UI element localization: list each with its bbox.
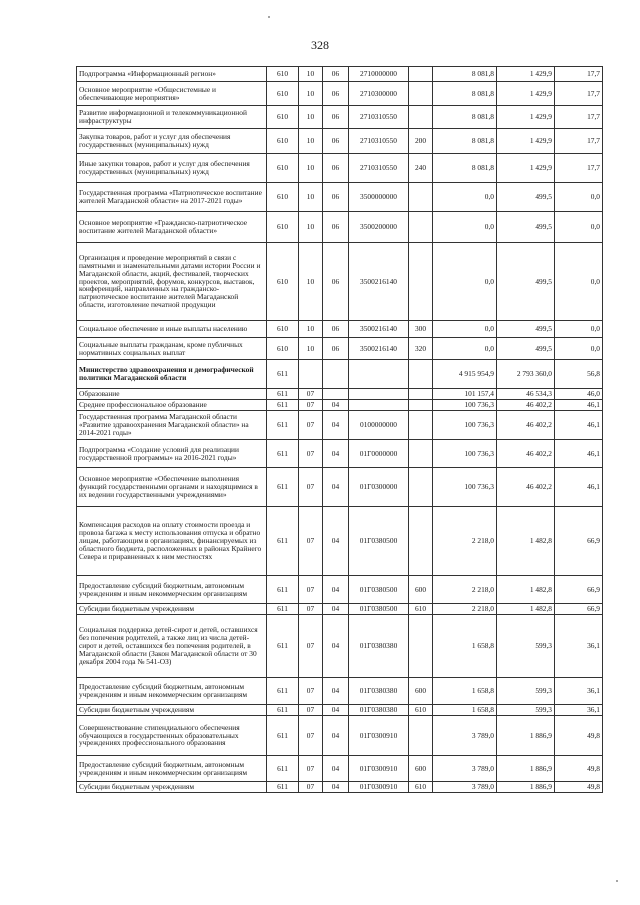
cell-subsection: 04 [323, 615, 349, 678]
cell-percent: 46,1 [555, 411, 603, 440]
table-row [77, 82, 603, 106]
cell-executed-amount: 2 793 360,0 [497, 360, 555, 389]
cell-percent: 66,9 [555, 604, 603, 615]
cell-planned-amount: 8 081,8 [433, 106, 497, 129]
cell-percent: 46,1 [555, 440, 603, 468]
cell-percent: 17,7 [555, 67, 603, 82]
cell-expense-type: 300 [409, 321, 433, 338]
cell-name: Организация и проведение мероприятий в связи с памятными и знаменательными датами истории России и Магаданской области, акций, фестивалей, творческих проектов, мероприятий, форумов, конкурсов, выставок, конференций, направленных на гражданско-патриотическое воспитание жителей Магаданской области, изготовление печатной продукции [77, 243, 267, 321]
cell-name: Среднее профессиональное образование [77, 400, 267, 411]
cell-subsection: 06 [323, 338, 349, 360]
cell-planned-amount: 8 081,8 [433, 67, 497, 82]
cell-target-article: 2710310550 [349, 129, 409, 154]
cell-expense-type [409, 615, 433, 678]
cell-subsection: 04 [323, 782, 349, 793]
cell-ministry-code: 610 [267, 338, 299, 360]
table-row [77, 615, 603, 678]
cell-name: Предоставление субсидий бюджетным, автономным учреждениям и иным некоммерческим организациям [77, 678, 267, 705]
cell-ministry-code: 610 [267, 106, 299, 129]
table-row [77, 576, 603, 604]
cell-percent: 49,8 [555, 716, 603, 756]
cell-name: Государственная программа «Патриотическое воспитание жителей Магаданской области» на 2017-2021 годы» [77, 183, 267, 212]
cell-ministry-code: 611 [267, 360, 299, 389]
cell-executed-amount: 1 482,8 [497, 576, 555, 604]
cell-planned-amount: 0,0 [433, 183, 497, 212]
cell-expense-type [409, 468, 433, 507]
cell-expense-type [409, 411, 433, 440]
cell-ministry-code: 611 [267, 782, 299, 793]
cell-planned-amount: 8 081,8 [433, 154, 497, 183]
cell-percent: 0,0 [555, 183, 603, 212]
cell-name: Субсидии бюджетным учреждениям [77, 705, 267, 716]
table-row [77, 411, 603, 440]
cell-percent: 36,1 [555, 678, 603, 705]
cell-percent: 17,7 [555, 106, 603, 129]
cell-subsection: 06 [323, 154, 349, 183]
cell-ministry-code: 610 [267, 82, 299, 106]
cell-executed-amount: 46 402,2 [497, 440, 555, 468]
cell-expense-type [409, 389, 433, 400]
cell-section: 10 [299, 129, 323, 154]
table-row [77, 756, 603, 782]
cell-subsection: 04 [323, 756, 349, 782]
cell-planned-amount: 8 081,8 [433, 82, 497, 106]
cell-name: Развитие информационной и телекоммуникационной инфраструктуры [77, 106, 267, 129]
cell-expense-type [409, 507, 433, 576]
cell-subsection: 06 [323, 243, 349, 321]
cell-section: 10 [299, 106, 323, 129]
cell-ministry-code: 611 [267, 576, 299, 604]
cell-executed-amount: 599,3 [497, 678, 555, 705]
cell-ministry-code: 610 [267, 67, 299, 82]
cell-target-article: 3500216140 [349, 321, 409, 338]
cell-ministry-code: 610 [267, 212, 299, 243]
cell-planned-amount: 1 658,8 [433, 705, 497, 716]
cell-subsection: 06 [323, 183, 349, 212]
cell-section: 07 [299, 389, 323, 400]
cell-percent: 0,0 [555, 338, 603, 360]
cell-ministry-code: 610 [267, 243, 299, 321]
cell-name: Социальная поддержка детей-сирот и детей, оставшихся без попечения родителей, а также лиц из числа детей-сирот и детей, оставшихся без попечения родителей, в Магаданской области (Закон Магаданской области от 30 декабря 2004 года № 541-ОЗ) [77, 615, 267, 678]
cell-target-article [349, 360, 409, 389]
cell-executed-amount: 599,3 [497, 615, 555, 678]
page-number: 328 [311, 38, 329, 52]
cell-executed-amount: 46 402,2 [497, 468, 555, 507]
cell-target-article [349, 400, 409, 411]
cell-percent: 0,0 [555, 212, 603, 243]
cell-section: 07 [299, 716, 323, 756]
cell-ministry-code: 611 [267, 507, 299, 576]
cell-target-article: 2710310550 [349, 154, 409, 183]
scan-speck [616, 880, 618, 882]
cell-percent: 0,0 [555, 243, 603, 321]
cell-planned-amount: 100 736,3 [433, 440, 497, 468]
cell-executed-amount: 1 482,8 [497, 604, 555, 615]
cell-target-article: 3500216140 [349, 338, 409, 360]
table-row [77, 507, 603, 576]
cell-section: 10 [299, 183, 323, 212]
cell-percent: 17,7 [555, 154, 603, 183]
cell-planned-amount: 101 157,4 [433, 389, 497, 400]
cell-ministry-code: 610 [267, 321, 299, 338]
cell-expense-type [409, 183, 433, 212]
cell-expense-type [409, 440, 433, 468]
cell-expense-type: 610 [409, 705, 433, 716]
cell-name: Предоставление субсидий бюджетным, автономным учреждениям и иным некоммерческим организациям [77, 756, 267, 782]
table-row [77, 678, 603, 705]
cell-name: Субсидии бюджетным учреждениям [77, 604, 267, 615]
table-row [77, 604, 603, 615]
cell-expense-type [409, 212, 433, 243]
cell-executed-amount: 1 886,9 [497, 782, 555, 793]
cell-ministry-code: 611 [267, 468, 299, 507]
cell-subsection: 06 [323, 106, 349, 129]
cell-name: Субсидии бюджетным учреждениям [77, 782, 267, 793]
cell-percent: 49,8 [555, 782, 603, 793]
cell-section: 07 [299, 782, 323, 793]
cell-expense-type: 610 [409, 604, 433, 615]
cell-ministry-code: 610 [267, 129, 299, 154]
cell-planned-amount: 1 658,8 [433, 615, 497, 678]
cell-section: 07 [299, 468, 323, 507]
cell-name: Социальные выплаты гражданам, кроме публичных нормативных социальных выплат [77, 338, 267, 360]
cell-name: Компенсация расходов на оплату стоимости проезда и провоза багажа к месту использования отпуска и обратно лицам, работающим в организациях, финансируемых из областного бюджета, расположенных в районах Крайнего Севера и приравненных к ним местностях [77, 507, 267, 576]
cell-percent: 46,1 [555, 400, 603, 411]
table-row [77, 716, 603, 756]
cell-subsection: 04 [323, 468, 349, 507]
cell-ministry-code: 610 [267, 154, 299, 183]
cell-planned-amount: 3 789,0 [433, 782, 497, 793]
cell-section: 07 [299, 440, 323, 468]
cell-section: 07 [299, 705, 323, 716]
cell-ministry-code: 611 [267, 705, 299, 716]
cell-target-article: 01Г0380500 [349, 604, 409, 615]
cell-planned-amount: 0,0 [433, 243, 497, 321]
cell-executed-amount: 499,5 [497, 243, 555, 321]
cell-target-article [349, 389, 409, 400]
cell-planned-amount: 3 789,0 [433, 756, 497, 782]
cell-name: Предоставление субсидий бюджетным, автономным учреждениям и иным некоммерческим организациям [77, 576, 267, 604]
cell-ministry-code: 611 [267, 756, 299, 782]
cell-section: 07 [299, 400, 323, 411]
cell-subsection: 04 [323, 440, 349, 468]
cell-name: Подпрограмма «Информационный регион» [77, 67, 267, 82]
cell-target-article: 2710000000 [349, 67, 409, 82]
budget-table [76, 66, 603, 793]
cell-subsection: 06 [323, 212, 349, 243]
table-row [77, 338, 603, 360]
cell-percent: 56,8 [555, 360, 603, 389]
cell-executed-amount: 1 429,9 [497, 67, 555, 82]
cell-ministry-code: 610 [267, 183, 299, 212]
cell-expense-type [409, 243, 433, 321]
cell-expense-type: 240 [409, 154, 433, 183]
table-row [77, 106, 603, 129]
cell-planned-amount: 1 658,8 [433, 678, 497, 705]
cell-target-article: 01Г0000000 [349, 440, 409, 468]
cell-percent: 66,9 [555, 507, 603, 576]
cell-executed-amount: 46 402,2 [497, 411, 555, 440]
cell-planned-amount: 2 218,0 [433, 576, 497, 604]
table-row [77, 389, 603, 400]
cell-section: 10 [299, 82, 323, 106]
cell-ministry-code: 611 [267, 615, 299, 678]
cell-executed-amount: 499,5 [497, 183, 555, 212]
cell-subsection: 04 [323, 400, 349, 411]
table-row [77, 360, 603, 389]
cell-planned-amount: 8 081,8 [433, 129, 497, 154]
cell-section: 07 [299, 576, 323, 604]
cell-percent: 17,7 [555, 82, 603, 106]
cell-executed-amount: 1 429,9 [497, 106, 555, 129]
cell-section: 07 [299, 411, 323, 440]
cell-percent: 49,8 [555, 756, 603, 782]
cell-planned-amount: 2 218,0 [433, 604, 497, 615]
cell-section: 10 [299, 321, 323, 338]
cell-planned-amount: 0,0 [433, 338, 497, 360]
cell-section: 07 [299, 615, 323, 678]
cell-planned-amount: 0,0 [433, 321, 497, 338]
cell-expense-type [409, 400, 433, 411]
cell-name: Подпрограмма «Создание условий для реализации государственной программы» на 2016-2021 годы» [77, 440, 267, 468]
cell-percent: 46,0 [555, 389, 603, 400]
cell-executed-amount: 499,5 [497, 212, 555, 243]
cell-ministry-code: 611 [267, 440, 299, 468]
cell-section: 10 [299, 212, 323, 243]
cell-subsection: 04 [323, 678, 349, 705]
table-row [77, 782, 603, 793]
cell-target-article: 3500000000 [349, 183, 409, 212]
table-row [77, 67, 603, 82]
cell-subsection: 04 [323, 716, 349, 756]
cell-ministry-code: 611 [267, 389, 299, 400]
cell-target-article: 01Г0300910 [349, 756, 409, 782]
cell-expense-type: 320 [409, 338, 433, 360]
cell-expense-type: 600 [409, 678, 433, 705]
table-row [77, 243, 603, 321]
cell-subsection [323, 360, 349, 389]
cell-executed-amount: 1 429,9 [497, 129, 555, 154]
cell-target-article: 01Г0300910 [349, 782, 409, 793]
cell-name: Социальное обеспечение и иные выплаты населению [77, 321, 267, 338]
cell-name: Государственная программа Магаданской области «Развитие здравоохранения Магаданской области» на 2014-2021 годы» [77, 411, 267, 440]
cell-executed-amount: 46 402,2 [497, 400, 555, 411]
cell-ministry-code: 611 [267, 411, 299, 440]
cell-target-article: 01Г0380380 [349, 705, 409, 716]
cell-ministry-code: 611 [267, 716, 299, 756]
cell-executed-amount: 1 886,9 [497, 756, 555, 782]
cell-planned-amount: 100 736,3 [433, 468, 497, 507]
cell-name: Министерство здравоохранения и демографической политики Магаданской области [77, 360, 267, 389]
cell-expense-type [409, 67, 433, 82]
cell-target-article: 2710300000 [349, 82, 409, 106]
table-row [77, 154, 603, 183]
cell-section: 07 [299, 756, 323, 782]
cell-target-article: 01Г0380500 [349, 507, 409, 576]
cell-percent: 0,0 [555, 321, 603, 338]
table-row [77, 129, 603, 154]
cell-subsection: 04 [323, 604, 349, 615]
cell-percent: 66,9 [555, 576, 603, 604]
cell-expense-type: 600 [409, 576, 433, 604]
cell-subsection [323, 389, 349, 400]
cell-section: 10 [299, 243, 323, 321]
cell-planned-amount: 4 915 954,9 [433, 360, 497, 389]
cell-executed-amount: 1 429,9 [497, 82, 555, 106]
cell-ministry-code: 611 [267, 400, 299, 411]
cell-target-article: 01Г0300000 [349, 468, 409, 507]
cell-target-article: 2710310550 [349, 106, 409, 129]
cell-expense-type [409, 106, 433, 129]
cell-section: 07 [299, 507, 323, 576]
cell-percent: 17,7 [555, 129, 603, 154]
cell-target-article: 3500200000 [349, 212, 409, 243]
cell-percent: 46,1 [555, 468, 603, 507]
table-row [77, 468, 603, 507]
cell-target-article: 01Г0380380 [349, 678, 409, 705]
table-row [77, 705, 603, 716]
cell-planned-amount: 100 736,3 [433, 400, 497, 411]
cell-expense-type [409, 82, 433, 106]
cell-name: Основное мероприятие «Гражданско-патриотическое воспитание жителей Магаданской области» [77, 212, 267, 243]
cell-expense-type: 200 [409, 129, 433, 154]
cell-target-article: 01Г0300910 [349, 716, 409, 756]
table-row [77, 183, 603, 212]
cell-name: Совершенствование стипендиального обеспечения обучающихся в государственных образовательных учреждениях профессионального образования [77, 716, 267, 756]
table-row [77, 440, 603, 468]
cell-name: Основное мероприятие «Обеспечение выполнения функций государственными органами и находящимися в их ведении государственными учреждениями» [77, 468, 267, 507]
table-row [77, 400, 603, 411]
cell-expense-type: 600 [409, 756, 433, 782]
cell-subsection: 04 [323, 705, 349, 716]
cell-subsection: 04 [323, 576, 349, 604]
cell-executed-amount: 1 886,9 [497, 716, 555, 756]
cell-name: Закупка товаров, работ и услуг для обеспечения государственных (муниципальных) нужд [77, 129, 267, 154]
scan-speck [268, 16, 270, 18]
cell-executed-amount: 46 534,3 [497, 389, 555, 400]
cell-executed-amount: 1 429,9 [497, 154, 555, 183]
cell-ministry-code: 611 [267, 678, 299, 705]
cell-expense-type [409, 360, 433, 389]
table-row [77, 321, 603, 338]
cell-planned-amount: 3 789,0 [433, 716, 497, 756]
cell-section: 07 [299, 678, 323, 705]
cell-subsection: 04 [323, 507, 349, 576]
cell-planned-amount: 2 218,0 [433, 507, 497, 576]
cell-section: 10 [299, 154, 323, 183]
cell-target-article: 3500216140 [349, 243, 409, 321]
table-row [77, 212, 603, 243]
cell-subsection: 06 [323, 129, 349, 154]
cell-executed-amount: 1 482,8 [497, 507, 555, 576]
cell-expense-type [409, 716, 433, 756]
cell-ministry-code: 611 [267, 604, 299, 615]
cell-subsection: 06 [323, 82, 349, 106]
cell-target-article: 01Г0380500 [349, 576, 409, 604]
cell-executed-amount: 599,3 [497, 705, 555, 716]
cell-name: Основное мероприятие «Общесистемные и обеспечивающие мероприятия» [77, 82, 267, 106]
cell-name: Образование [77, 389, 267, 400]
cell-target-article: 0100000000 [349, 411, 409, 440]
cell-section: 07 [299, 604, 323, 615]
cell-subsection: 04 [323, 411, 349, 440]
cell-percent: 36,1 [555, 615, 603, 678]
cell-name: Иные закупки товаров, работ и услуг для обеспечения государственных (муниципальных) нужд [77, 154, 267, 183]
cell-subsection: 06 [323, 321, 349, 338]
cell-expense-type: 610 [409, 782, 433, 793]
cell-executed-amount: 499,5 [497, 338, 555, 360]
cell-planned-amount: 100 736,3 [433, 411, 497, 440]
cell-planned-amount: 0,0 [433, 212, 497, 243]
budget-table-body [77, 67, 603, 793]
cell-subsection: 06 [323, 67, 349, 82]
cell-target-article: 01Г0380380 [349, 615, 409, 678]
cell-section [299, 360, 323, 389]
cell-section: 10 [299, 338, 323, 360]
cell-percent: 36,1 [555, 705, 603, 716]
cell-executed-amount: 499,5 [497, 321, 555, 338]
cell-section: 10 [299, 67, 323, 82]
